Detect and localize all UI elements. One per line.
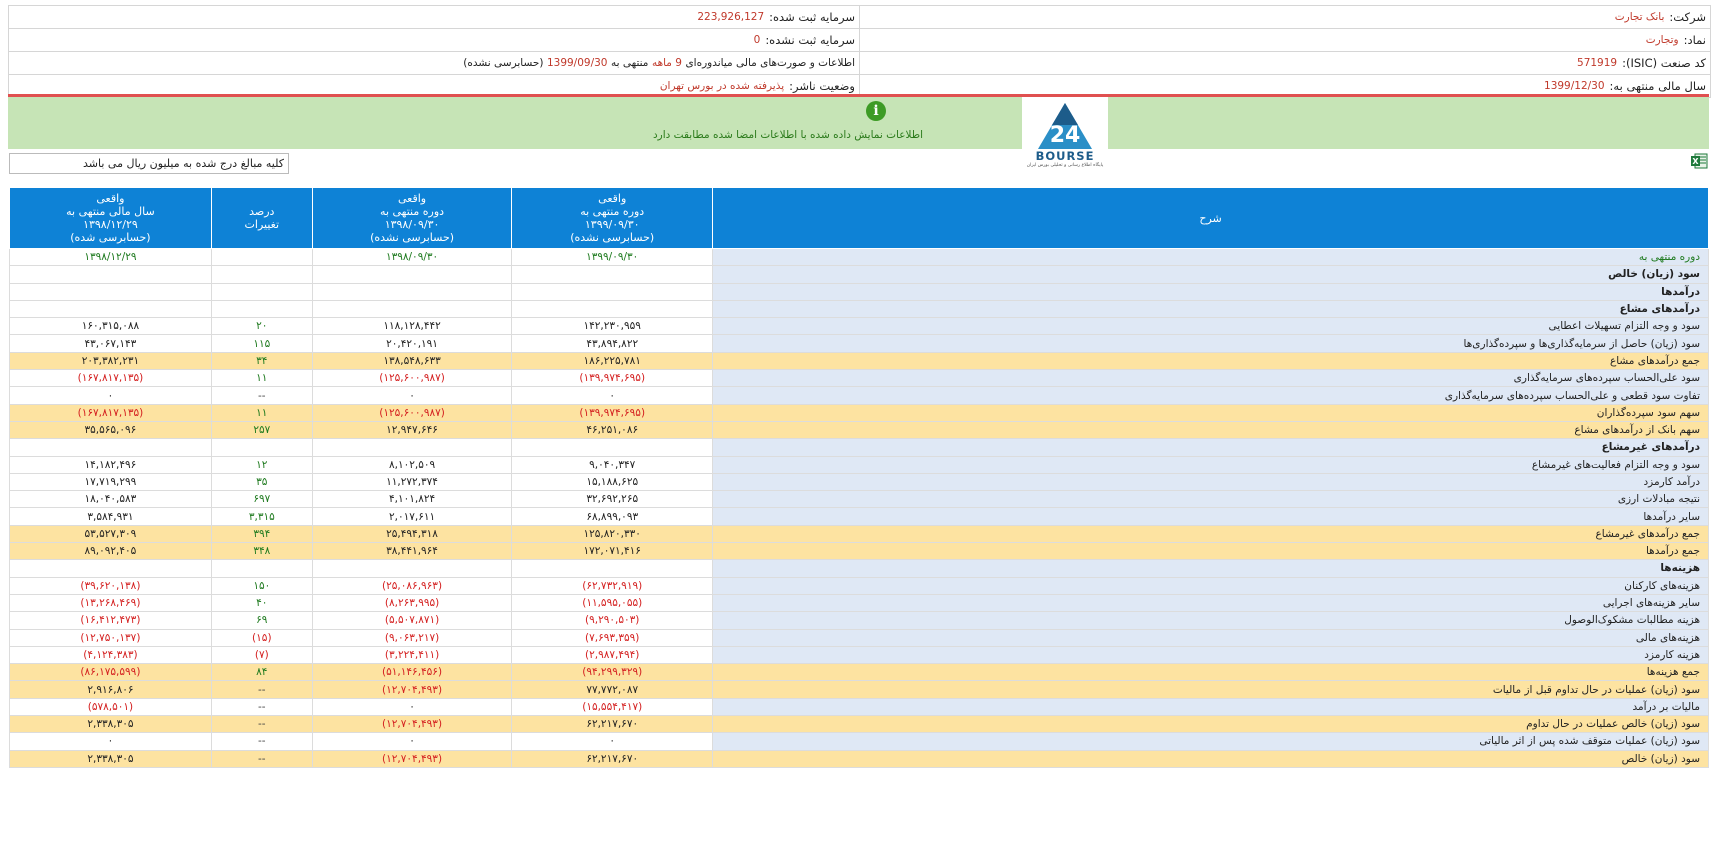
registered-capital-value: 223,926,127 [697,11,765,23]
value-fiscal-year-1398: (۵۷۸,۵۰۱) [10,698,212,715]
table-row [10,352,1709,369]
value-fiscal-year-1398: ۱۳۹۸/۱۲/۲۹ [10,249,212,266]
value-period-1399 [512,439,713,456]
row-description: سود و وجه التزام فعالیت‌های غیرمشاع [713,456,1709,473]
value-fiscal-year-1398 [10,560,212,577]
svg-text:24: 24 [1049,123,1081,148]
value-fiscal-year-1398: ۱۸,۰۴۰,۵۸۳ [10,491,212,508]
table-row [10,750,1709,767]
table-row [10,318,1709,335]
value-change-percent: ۲۵۷ [211,421,312,438]
table-row [10,681,1709,698]
value-period-1398: (۳,۲۲۴,۴۱۱) [312,646,512,663]
row-description: جمع درآمدها [713,543,1709,560]
value-fiscal-year-1398: ۰ [10,733,212,750]
value-change-percent: ۶۹ [211,612,312,629]
report-title-part1: اطلاعات و صورت‌های مالی میاندوره‌ای [685,57,855,69]
value-fiscal-year-1398: (۱۳,۲۶۸,۴۶۹) [10,594,212,611]
value-change-percent: (۷) [211,646,312,663]
row-description: مالیات بر درآمد [713,698,1709,715]
value-period-1398: (۸,۲۶۳,۹۹۵) [312,594,512,611]
row-description: نتیجه مبادلات ارزی [713,491,1709,508]
value-period-1398: ۱۲,۹۴۷,۶۴۶ [312,421,512,438]
row-description: هزینه‌ها [713,560,1709,577]
company-label: شرکت: [1669,10,1706,24]
value-change-percent: -- [211,750,312,767]
info-row [9,6,1710,29]
row-description: سود (زیان) خالص [713,750,1709,767]
publisher-status-label: وضعیت ناشر: [789,79,855,93]
value-period-1398: ۰ [312,733,512,750]
row-description: سود (زیان) حاصل از سرمایه‌گذاری‌ها و سپرده‌گذاری‌ها [713,335,1709,352]
value-change-percent [211,283,312,300]
row-description: سهم سود سپرده‌گذاران [713,404,1709,421]
row-description: جمع درآمدهای غیرمشاع [713,525,1709,542]
unregistered-capital-value: 0 [753,34,761,46]
value-fiscal-year-1398: (۸۶,۱۷۵,۵۹۹) [10,664,212,681]
logo-name: BOURSE [1035,149,1095,163]
row-description: سود (زیان) خالص عملیات در حال تداوم [713,716,1709,733]
value-fiscal-year-1398: (۱۶,۴۱۲,۴۷۳) [10,612,212,629]
value-fiscal-year-1398: ۲,۳۳۸,۳۰۵ [10,716,212,733]
value-fiscal-year-1398: (۱۶۷,۸۱۷,۱۳۵) [10,370,212,387]
header-description: شرح [713,188,1709,249]
value-change-percent: ۲۰ [211,318,312,335]
value-period-1398: ۱۳۸,۵۴۸,۶۳۳ [312,352,512,369]
row-description: هزینه‌های مالی [713,629,1709,646]
value-period-1399: (۶۲,۷۳۲,۹۱۹) [512,577,713,594]
row-description: سود (زیان) خالص [713,266,1709,283]
value-period-1398 [312,300,512,317]
row-description: تفاوت سود قطعی و علی‌الحساب سپرده‌های سرمایه‌گذاری [713,387,1709,404]
symbol-label: نماد: [1683,33,1706,47]
value-period-1399: ۷۷,۷۷۲,۰۸۷ [512,681,713,698]
value-period-1399: ۱۵,۱۸۸,۶۲۵ [512,473,713,490]
value-period-1399: (۱۵,۵۵۴,۴۱۷) [512,698,713,715]
symbol-cell [860,29,1710,51]
value-period-1398: (۵۱,۱۴۶,۴۵۶) [312,664,512,681]
value-period-1399 [512,283,713,300]
table-row [10,387,1709,404]
value-change-percent: (۱۵) [211,629,312,646]
value-period-1399: ۶۲,۲۱۷,۶۷۰ [512,750,713,767]
table-row [10,439,1709,456]
value-period-1398: (۹,۰۶۳,۲۱۷) [312,629,512,646]
value-period-1398: ۱۳۹۸/۰۹/۳۰ [312,249,512,266]
value-fiscal-year-1398: (۳۹,۶۲۰,۱۳۸) [10,577,212,594]
value-change-percent: -- [211,387,312,404]
info-icon: i [866,101,886,121]
row-description: هزینه کارمزد [713,646,1709,663]
value-change-percent [211,266,312,283]
table-row [10,473,1709,490]
table-row [10,594,1709,611]
value-period-1398: ۲,۰۱۷,۶۱۱ [312,508,512,525]
value-period-1399: ۱۴۲,۲۳۰,۹۵۹ [512,318,713,335]
table-row [10,404,1709,421]
value-period-1398 [312,266,512,283]
value-fiscal-year-1398: ۲۰۳,۳۸۲,۲۳۱ [10,352,212,369]
value-change-percent: ۱۲ [211,456,312,473]
value-period-1399: ۱۸۶,۲۲۵,۷۸۱ [512,352,713,369]
row-description: درآمدها [713,283,1709,300]
info-row [9,52,1710,75]
row-description: سایر درآمدها [713,508,1709,525]
value-period-1399 [512,560,713,577]
value-period-1399: (۷,۶۹۳,۳۵۹) [512,629,713,646]
header-change-percent: درصد تغییرات [211,188,312,249]
table-row [10,300,1709,317]
fiscal-year-value: 1399/12/30 [1544,80,1605,92]
value-period-1399: ۱۳۹۹/۰۹/۳۰ [512,249,713,266]
table-row [10,249,1709,266]
value-fiscal-year-1398: (۱۶۷,۸۱۷,۱۳۵) [10,404,212,421]
row-description: سود (زیان) عملیات در حال تداوم قبل از مالیات [713,681,1709,698]
table-row [10,612,1709,629]
value-period-1399: ۰ [512,387,713,404]
report-period: 9 ماهه [651,57,682,69]
report-title-part2: منتهی به [610,57,649,69]
unregistered-capital-label: سرمایه ثبت نشده: [765,33,855,47]
unregistered-capital-cell [9,29,860,51]
value-period-1399: ۶۸,۸۹۹,۰۹۳ [512,508,713,525]
value-fiscal-year-1398 [10,439,212,456]
value-period-1398: (۱۲۵,۶۰۰,۹۸۷) [312,370,512,387]
value-period-1399: (۲,۹۸۷,۴۹۴) [512,646,713,663]
value-period-1398: ۲۵,۴۹۴,۳۱۸ [312,525,512,542]
value-period-1398 [312,560,512,577]
value-change-percent: ۸۴ [211,664,312,681]
registered-capital-cell [9,6,860,28]
value-fiscal-year-1398: ۲,۹۱۶,۸۰۶ [10,681,212,698]
row-description: جمع هزینه‌ها [713,664,1709,681]
value-change-percent: ۱۱ [211,370,312,387]
report-audit-status: (حسابرسی نشده) [463,57,544,69]
table-row [10,629,1709,646]
value-period-1398: (۱۲,۷۰۴,۴۹۳) [312,681,512,698]
logo-subtitle: پایگاه اطلاع رسانی و تحلیلی بورس ایران [1026,163,1104,168]
value-period-1398: ۱۱۸,۱۲۸,۴۴۲ [312,318,512,335]
value-fiscal-year-1398: ۲,۳۳۸,۳۰۵ [10,750,212,767]
table-row [10,335,1709,352]
value-change-percent: ۴۰ [211,594,312,611]
value-period-1399: ۴۶,۲۵۱,۰۸۶ [512,421,713,438]
table-body [10,249,1709,768]
svg-text:X: X [1692,157,1699,166]
value-period-1399: ۹,۰۴۰,۳۴۷ [512,456,713,473]
header-period-1398: واقعی دوره منتهی به ۱۳۹۸/۰۹/۳۰ (حسابرسی نشده) [312,188,512,249]
excel-export-icon[interactable] [1691,153,1708,169]
value-fiscal-year-1398: ۵۳,۵۲۷,۳۰۹ [10,525,212,542]
fiscal-year-label: سال مالی منتهی به: [1609,79,1706,93]
value-period-1398: ۰ [312,698,512,715]
row-description: هزینه مطالبات مشکوک‌الوصول [713,612,1709,629]
row-description: هزینه‌های کارکنان [713,577,1709,594]
value-period-1398 [312,439,512,456]
row-description: سهم بانک از درآمدهای مشاع [713,421,1709,438]
row-description: درآمدهای مشاع [713,300,1709,317]
value-fiscal-year-1398: (۴,۱۲۴,۳۸۳) [10,646,212,663]
value-period-1398: (۱۲,۷۰۴,۴۹۳) [312,716,512,733]
value-period-1399: ۱۷۲,۰۷۱,۴۱۶ [512,543,713,560]
registered-capital-label: سرمایه ثبت شده: [769,10,855,24]
value-change-percent: -- [211,733,312,750]
value-period-1398: ۱۱,۲۷۲,۳۷۴ [312,473,512,490]
value-fiscal-year-1398: ۸۹,۰۹۲,۴۰۵ [10,543,212,560]
table-row [10,266,1709,283]
row-description: سایر هزینه‌های اجرایی [713,594,1709,611]
value-change-percent: ۳,۳۱۵ [211,508,312,525]
value-period-1398: (۲۵,۰۸۶,۹۶۳) [312,577,512,594]
table-row [10,698,1709,715]
company-cell [860,6,1710,28]
header-period-1399: واقعی دوره منتهی به ۱۳۹۹/۰۹/۳۰ (حسابرسی نشده) [512,188,713,249]
table-row [10,577,1709,594]
verification-notice-text: اطلاعات نمایش داده شده با اطلاعات امضا شده مطابقت دارد [653,129,923,141]
value-fiscal-year-1398: ۳۵,۵۶۵,۰۹۶ [10,421,212,438]
company-value: بانک تجارت [1614,11,1665,23]
value-fiscal-year-1398: ۱۷,۷۱۹,۲۹۹ [10,473,212,490]
table-row [10,456,1709,473]
table-header-row [10,188,1709,249]
value-period-1399: (۱۱,۵۹۵,۰۵۵) [512,594,713,611]
value-period-1399: ۰ [512,733,713,750]
row-description: درآمد کارمزد [713,473,1709,490]
info-row [9,29,1710,52]
row-description: سود علی‌الحساب سپرده‌های سرمایه‌گذاری [713,370,1709,387]
report-title-cell [9,52,860,74]
value-change-percent: -- [211,698,312,715]
publisher-status-value: پذیرفته شده در بورس تهران [659,80,785,92]
table-row [10,664,1709,681]
value-period-1399 [512,266,713,283]
value-fiscal-year-1398 [10,266,212,283]
value-change-percent [211,249,312,266]
value-period-1399: (۱۳۹,۹۷۴,۶۹۵) [512,370,713,387]
value-period-1398: ۰ [312,387,512,404]
table-row [10,370,1709,387]
table-row [10,560,1709,577]
table-row [10,716,1709,733]
value-period-1399: (۹۴,۲۹۹,۳۲۹) [512,664,713,681]
value-change-percent: ۳۹۴ [211,525,312,542]
value-period-1398: ۲۰,۴۲۰,۱۹۱ [312,335,512,352]
value-period-1399: (۱۳۹,۹۷۴,۶۹۵) [512,404,713,421]
value-change-percent [211,300,312,317]
value-change-percent: ۱۵۰ [211,577,312,594]
value-change-percent: ۶۹۷ [211,491,312,508]
value-change-percent: ۱۱ [211,404,312,421]
symbol-value: وتجارت [1645,34,1679,46]
value-period-1398: ۸,۱۰۲,۵۰۹ [312,456,512,473]
value-change-percent: ۳۴ [211,352,312,369]
value-fiscal-year-1398: ۳,۵۸۴,۹۳۱ [10,508,212,525]
report-date: 1399/09/30 [546,57,608,69]
value-period-1399 [512,300,713,317]
table-row [10,421,1709,438]
value-fiscal-year-1398 [10,300,212,317]
value-fiscal-year-1398 [10,283,212,300]
value-change-percent: ۱۱۵ [211,335,312,352]
row-description: سود (زیان) عملیات متوقف شده پس از اثر مالیاتی [713,733,1709,750]
value-change-percent: ۳۵ [211,473,312,490]
value-period-1398: ۳۸,۴۴۱,۹۶۴ [312,543,512,560]
value-change-percent: ۳۴۸ [211,543,312,560]
table-row [10,283,1709,300]
table-row [10,508,1709,525]
value-fiscal-year-1398: ۱۶۰,۳۱۵,۰۸۸ [10,318,212,335]
row-description: سود و وجه التزام تسهیلات اعطایی [713,318,1709,335]
table-row [10,733,1709,750]
bourse-logo-mark [1022,97,1108,151]
table-row [10,491,1709,508]
verification-notice [8,97,1709,149]
row-description: درآمدهای غیرمشاع [713,439,1709,456]
value-period-1398 [312,283,512,300]
row-description: جمع درآمدهای مشاع [713,352,1709,369]
financial-statement-table [9,187,1709,768]
bourse-logo[interactable] [1022,97,1108,173]
value-period-1399: ۶۲,۲۱۷,۶۷۰ [512,716,713,733]
table-row [10,543,1709,560]
value-change-percent [211,560,312,577]
value-fiscal-year-1398: (۱۲,۷۵۰,۱۳۷) [10,629,212,646]
value-change-percent [211,439,312,456]
isic-value: 571919 [1577,57,1618,69]
unit-note: کلیه مبالغ درج شده به میلیون ریال می باشد [9,153,289,174]
value-period-1398: (۱۲,۷۰۴,۴۹۳) [312,750,512,767]
value-fiscal-year-1398: ۰ [10,387,212,404]
company-info-panel [8,5,1711,98]
value-period-1398: (۵,۵۰۷,۸۷۱) [312,612,512,629]
header-fiscal-year-1398: واقعی سال مالی منتهی به ۱۳۹۸/۱۲/۲۹ (حسابرسی شده) [10,188,212,249]
value-period-1398: (۱۲۵,۶۰۰,۹۸۷) [312,404,512,421]
value-change-percent: -- [211,716,312,733]
table-row [10,525,1709,542]
value-period-1399: ۳۲,۶۹۲,۲۶۵ [512,491,713,508]
value-period-1398: ۴,۱۰۱,۸۲۴ [312,491,512,508]
value-period-1399: ۴۳,۸۹۴,۸۲۲ [512,335,713,352]
value-change-percent: -- [211,681,312,698]
value-fiscal-year-1398: ۴۳,۰۶۷,۱۴۳ [10,335,212,352]
value-period-1399: ۱۲۵,۸۲۰,۳۳۰ [512,525,713,542]
isic-cell [860,52,1710,74]
value-period-1399: (۹,۲۹۰,۵۰۳) [512,612,713,629]
isic-label: کد صنعت (ISIC): [1622,56,1706,70]
value-fiscal-year-1398: ۱۴,۱۸۲,۴۹۶ [10,456,212,473]
table-row [10,646,1709,663]
row-description: دوره منتهی به [713,249,1709,266]
